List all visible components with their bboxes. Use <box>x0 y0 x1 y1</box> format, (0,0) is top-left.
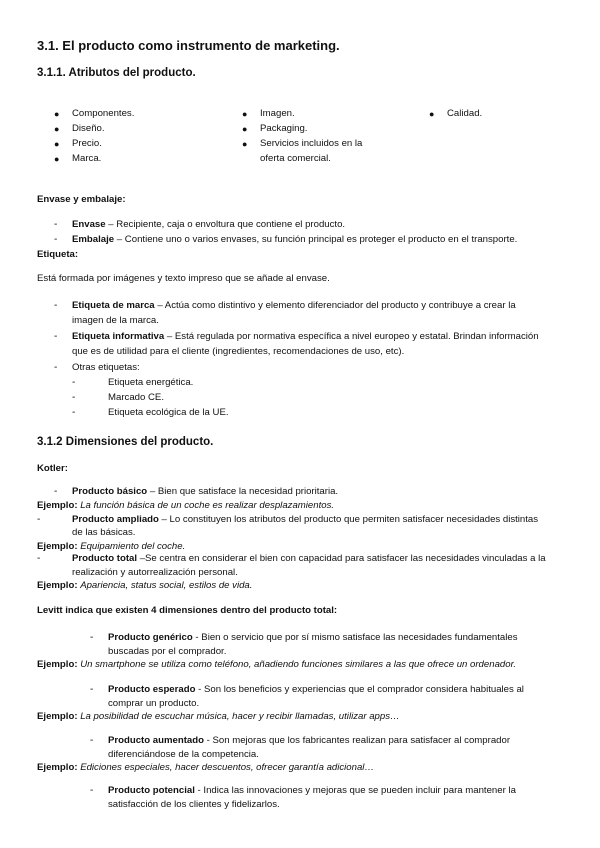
embalaje-item <box>72 233 517 247</box>
dash-icon: - <box>54 362 58 373</box>
example-label: Ejemplo: <box>37 580 78 591</box>
definition-continuation: satisfacción de los clientes y fidelizarlos. <box>108 799 280 810</box>
example-label: Ejemplo: <box>37 500 78 511</box>
producto-esperado-item <box>108 683 524 697</box>
example-label: Ejemplo: <box>37 541 78 552</box>
etiqueta-intro: Está formada por imágenes y texto impreso que se añade al envase. <box>37 273 330 284</box>
term: Producto ampliado <box>72 514 159 525</box>
etiqueta-heading: Etiqueta: <box>37 249 79 260</box>
bullet-icon: ● <box>242 139 248 149</box>
definition: - Son los beneficios y experiencias que el comprador considera habituales al <box>195 684 524 695</box>
bullet-icon: ● <box>54 154 60 164</box>
producto-total-item <box>72 552 546 566</box>
definition: - Son mejoras que los fabricantes realizan para satisfacer al comprador <box>203 735 511 746</box>
bullet-icon: ● <box>54 109 60 119</box>
dash-icon: - <box>54 331 58 342</box>
term: Producto básico <box>72 486 148 497</box>
dash-icon: - <box>54 486 58 497</box>
dash-icon: - <box>54 300 58 311</box>
example-text: La posibilidad de escuchar música, hacer y recibir llamadas, utilizar apps… <box>80 711 400 722</box>
definition: – Bien que satisface la necesidad prioritaria. <box>147 486 339 497</box>
definition: – Recipiente, caja o envoltura que contiene el producto. <box>105 219 346 230</box>
example-line <box>37 579 252 593</box>
example-label: Ejemplo: <box>37 711 78 722</box>
term: Producto potencial <box>108 785 195 796</box>
kotler-heading: Kotler: <box>37 463 68 474</box>
producto-ampliado-item <box>72 513 538 527</box>
subsection-title-atributos: 3.1.1. Atributos del producto. <box>37 67 196 79</box>
example-line <box>37 761 374 775</box>
definition: - Indica las innovaciones y mejoras que se pueden incluir para mantener la <box>194 785 516 796</box>
producto-aumentado-item <box>108 734 510 748</box>
dash-icon: - <box>90 785 94 796</box>
definition: –Se centra en considerar el bien con capacidad para satisfacer las necesidades vinculadas a la <box>137 553 546 564</box>
term: Producto total <box>72 553 138 564</box>
definition-continuation: buscadas por el comprador. <box>108 646 227 657</box>
definition: – Actúa como distintivo y elemento diferenciador del producto y contribuye a crear la <box>154 300 516 311</box>
otras-etiquetas: Otras etiquetas: <box>72 362 140 373</box>
example-text: Apariencia, status social, estilos de vida. <box>80 580 253 591</box>
list-item-continuation: oferta comercial. <box>260 153 331 164</box>
bullet-icon: ● <box>429 109 435 119</box>
list-item: Servicios incluidos en la <box>260 138 363 149</box>
section-title: 3.1. El producto como instrumento de marketing. <box>37 38 340 53</box>
list-item: Componentes. <box>72 108 135 119</box>
term: Producto genérico <box>108 632 193 643</box>
term: Envase <box>72 219 106 230</box>
definition-continuation: de las básicas. <box>72 527 136 538</box>
list-item: Packaging. <box>260 123 308 134</box>
term: Producto aumentado <box>108 735 204 746</box>
list-item: Imagen. <box>260 108 295 119</box>
subsection-title-dimensiones: 3.1.2 Dimensiones del producto. <box>37 436 214 448</box>
dash-icon: - <box>72 392 76 403</box>
dash-icon: - <box>37 553 41 564</box>
definition-continuation: diferenciándose de la competencia. <box>108 749 259 760</box>
producto-potencial-item <box>108 784 516 798</box>
list-item: Precio. <box>72 138 102 149</box>
example-label: Ejemplo: <box>37 762 78 773</box>
example-label: Ejemplo: <box>37 659 78 670</box>
definition-continuation: imagen de la marca. <box>72 315 159 326</box>
example-line <box>37 499 334 513</box>
definition-continuation: realización y autorrealización personal. <box>72 567 238 578</box>
dash-icon: - <box>72 377 76 388</box>
definition-continuation: que es de utilidad para el cliente (ingredientes, recomendaciones de uso, etc). <box>72 346 405 357</box>
term: Etiqueta de marca <box>72 300 155 311</box>
example-line <box>37 710 400 724</box>
list-item: Diseño. <box>72 123 105 134</box>
levitt-heading: Levitt indica que existen 4 dimensiones dentro del producto total: <box>37 605 338 616</box>
definition: - Bien o servicio que por sí mismo satisface las necesidades fundamentales <box>192 632 518 643</box>
dash-icon: - <box>90 632 94 643</box>
term: Embalaje <box>72 234 115 245</box>
envase-heading: Envase y embalaje: <box>37 194 126 205</box>
example-text: La función básica de un coche es realizar desplazamientos. <box>80 500 335 511</box>
producto-basico-item <box>72 485 338 499</box>
example-text: Un smartphone se utiliza como teléfono, añadiendo funciones similares a las que ofrece un ordenador. <box>80 659 517 670</box>
bullet-icon: ● <box>242 109 248 119</box>
list-item: Calidad. <box>447 108 483 119</box>
dash-icon: - <box>54 219 58 230</box>
list-item: Marca. <box>72 153 102 164</box>
definition: – Está regulada por normativa específica a nivel europeo y estatal. Brindan información <box>164 331 539 342</box>
example-text: Ediciones especiales, hacer descuentos, ofrecer garantía adicional… <box>80 762 375 773</box>
dash-icon: - <box>37 514 41 525</box>
etiqueta-informativa-item <box>72 330 539 344</box>
bullet-icon: ● <box>242 124 248 134</box>
list-item: Etiqueta energética. <box>108 377 194 388</box>
example-text: Equipamiento del coche. <box>80 541 186 552</box>
example-line <box>37 658 516 672</box>
bullet-icon: ● <box>54 124 60 134</box>
term: Etiqueta informativa <box>72 331 165 342</box>
dash-icon: - <box>54 234 58 245</box>
definition: – Contiene uno o varios envases, su función principal es proteger el producto en el transporte. <box>114 234 518 245</box>
bullet-icon: ● <box>54 139 60 149</box>
dash-icon: - <box>72 407 76 418</box>
term: Producto esperado <box>108 684 196 695</box>
list-item: Marcado CE. <box>108 392 164 403</box>
envase-item <box>72 218 345 232</box>
dash-icon: - <box>90 735 94 746</box>
etiqueta-marca-item <box>72 299 516 313</box>
dash-icon: - <box>90 684 94 695</box>
producto-generico-item <box>108 631 518 645</box>
definition: – Lo constituyen los atributos del producto que permiten satisfacer necesidades distintas <box>158 514 539 525</box>
list-item: Etiqueta ecológica de la UE. <box>108 407 229 418</box>
definition-continuation: comprar un producto. <box>108 698 200 709</box>
